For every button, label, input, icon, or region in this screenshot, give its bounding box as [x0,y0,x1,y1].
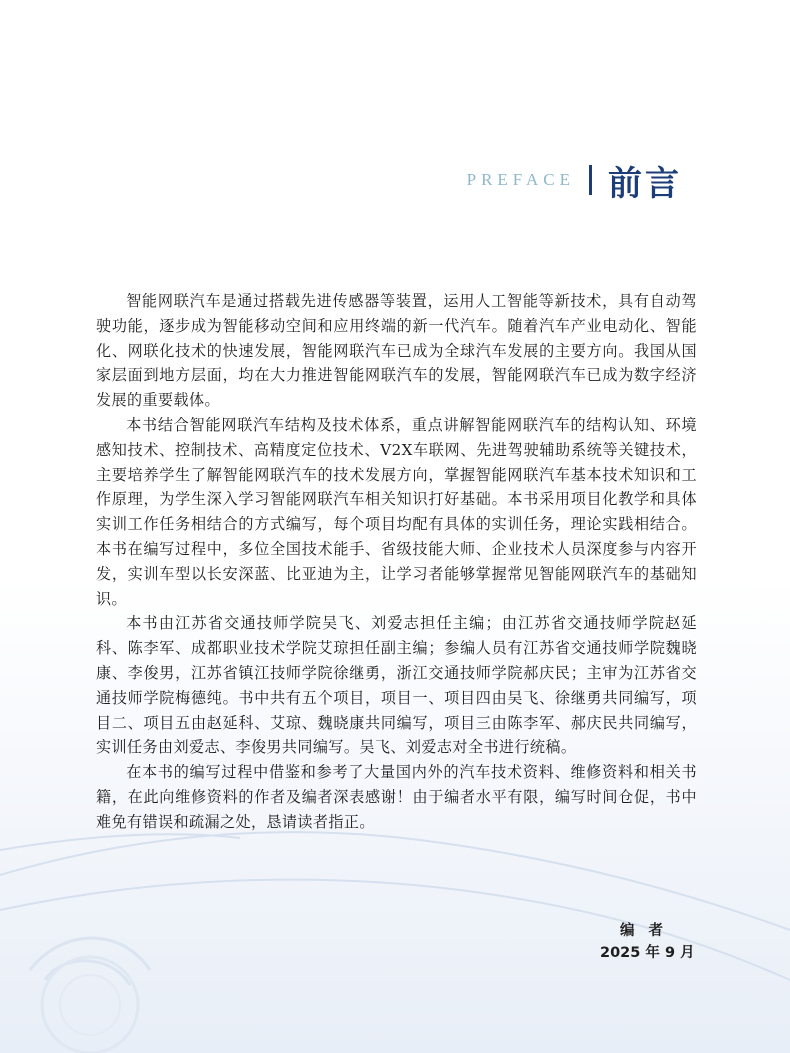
preface-header [467,158,682,202]
page-title: 前言 [608,163,682,204]
preface-body [96,289,697,835]
paragraph-4: 在本书的编写过程中借鉴和参考了大量国内外的汽车技术资料、维修资料和相关书籍，在此向维修资料的作者及编者深表感谢！由于编者水平有限，编写时间仓促，书中难免有错误和疏漏之处，恳请读者指正。 [96,763,697,831]
title-divider [589,165,592,195]
paragraph-3: 本书由江苏省交通技师学院吴飞、刘爱志担任主编；由江苏省交通技师学院赵延科、陈李军、成都职业技术学院艾琼担任副主编；参编人员有江苏省交通技师学院魏晓康、李俊男，江苏省镇江技师学院徐继勇，浙江交通技师学院郝庆民；主审为江苏省交通技师学院梅德纯。书中共有五个项目，项目一、项目四由吴飞、徐继勇共同编写，项目二、项目五由赵延科、艾琼、魏晓康共同编写，项目三由陈李军、郝庆民共同编写，实训任务由刘爱志、李俊男共同编写。吴飞、刘爱志对全书进行统稿。 [96,614,697,757]
preface-english-title: PREFACE [466,170,575,189]
signature-date: 2025 年 9 月 [600,945,695,961]
paragraph-1: 智能网联汽车是通过搭载先进传感器等装置，运用人工智能等新技术，具有自动驾驶功能，逐步成为智能移动空间和应用终端的新一代汽车。随着汽车产业电动化、智能化、网联化技术的快速发展，智能网联汽车已成为全球汽车发展的主要方向。我国从国家层面到地方层面，均在大力推进智能网联汽车的发展，智能网联汽车已成为数字经济发展的重要载体。 [96,292,697,410]
paragraph-2: 本书结合智能网联汽车结构及技术体系，重点讲解智能网联汽车的结构认知、环境感知技术、控制技术、高精度定位技术、V2X车联网、先进驾驶辅助系统等关键技术，主要培养学生了解智能网联汽车的技术发展方向，掌握智能网联汽车基本技术知识和工作原理，为学生深入学习智能网联汽车相关知识打好基础。本书采用项目化教学和具体实训工作任务相结合的方式编写，每个项目均配有具体的实训任务，理论实践相结合。本书在编写过程中，多位全国技术能手、省级技能大师、企业技术人员深度参与内容开发，实训车型以长安深蓝、比亚迪为主，让学习者能够掌握常见智能网联汽车的基础知识。 [96,415,697,608]
signature-author: 编者 [620,923,677,939]
